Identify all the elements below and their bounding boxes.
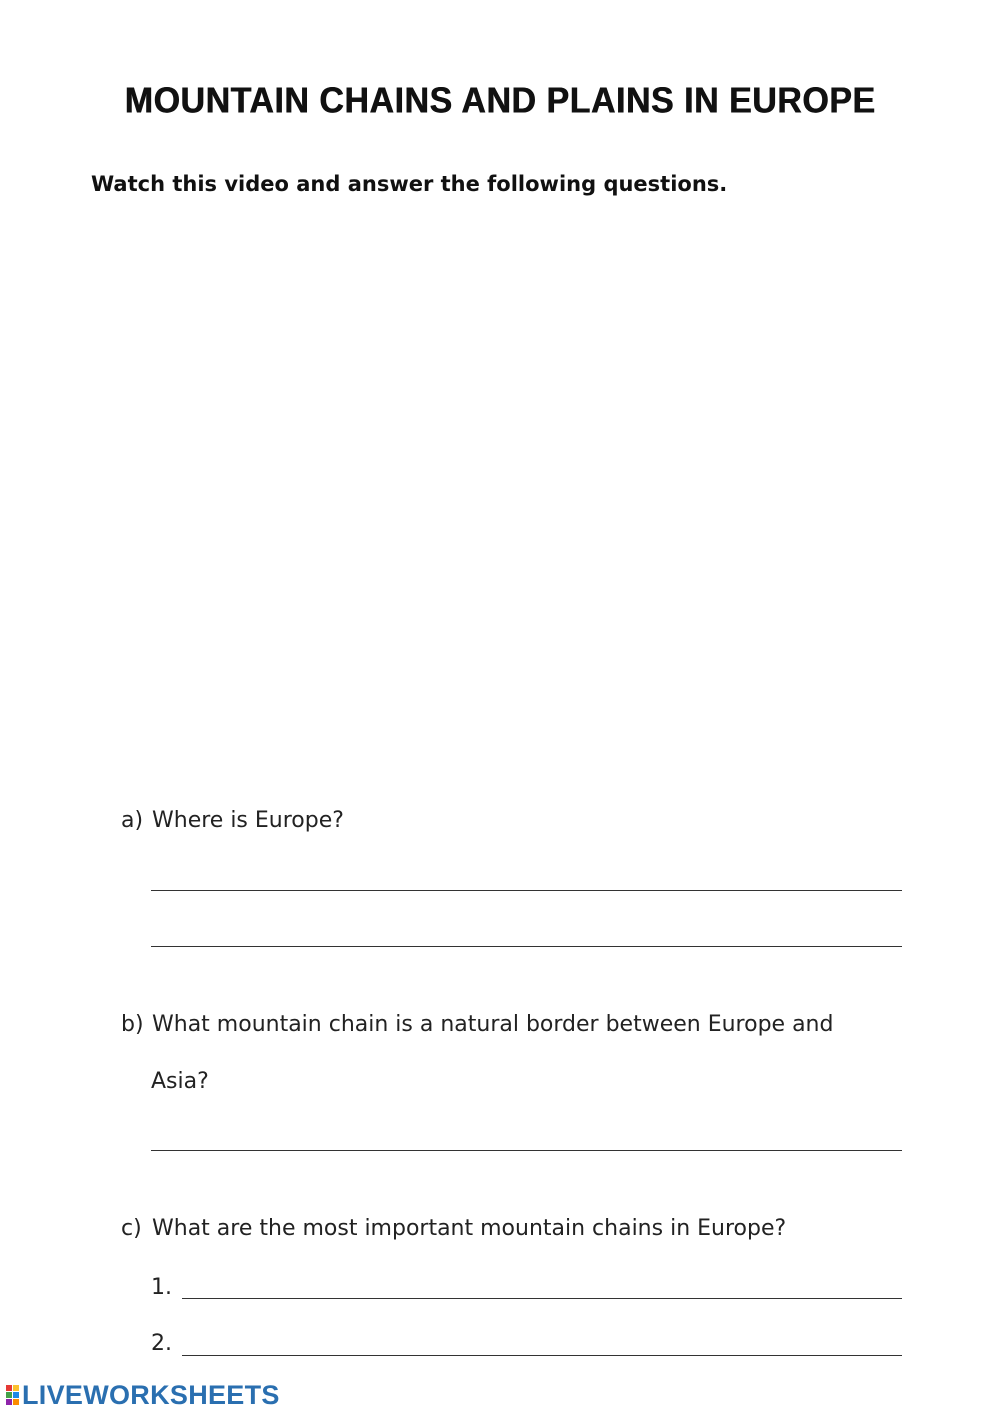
answer-b-line[interactable] xyxy=(151,1128,902,1151)
question-text-continuation: Asia? xyxy=(151,1069,209,1094)
logo-block xyxy=(13,1392,19,1398)
question-letter: c) xyxy=(121,1216,142,1241)
question-text: What mountain chain is a natural border between Europe and xyxy=(152,1012,834,1037)
logo-block xyxy=(13,1385,19,1391)
list-number-1: 1. xyxy=(151,1275,172,1300)
list-number-2: 2. xyxy=(151,1331,172,1356)
video-placeholder[interactable] xyxy=(91,225,909,780)
question-b-continuation xyxy=(151,1069,209,1094)
question-letter: b) xyxy=(121,1012,144,1037)
question-letter: a) xyxy=(121,808,144,833)
answer-c-line-1[interactable] xyxy=(182,1276,902,1299)
instruction-text: Watch this video and answer the following questions. xyxy=(91,172,728,196)
logo-block xyxy=(6,1399,12,1405)
answer-c-line-2[interactable] xyxy=(182,1333,902,1356)
logo-block xyxy=(6,1385,12,1391)
logo-blocks-icon xyxy=(6,1385,19,1405)
answer-a-line-1[interactable] xyxy=(151,868,902,891)
answer-a-line-2[interactable] xyxy=(151,924,902,947)
worksheet-title: MOUNTAIN CHAINS AND PLAINS IN EUROPE xyxy=(124,81,876,121)
question-text: Where is Europe? xyxy=(152,808,344,833)
logo-block xyxy=(6,1392,12,1398)
logo-text: LIVEWORKSHEETS xyxy=(22,1379,280,1410)
logo-block xyxy=(13,1399,19,1405)
question-text: What are the most important mountain chains in Europe? xyxy=(152,1216,787,1241)
liveworksheets-logo[interactable] xyxy=(6,1378,280,1412)
